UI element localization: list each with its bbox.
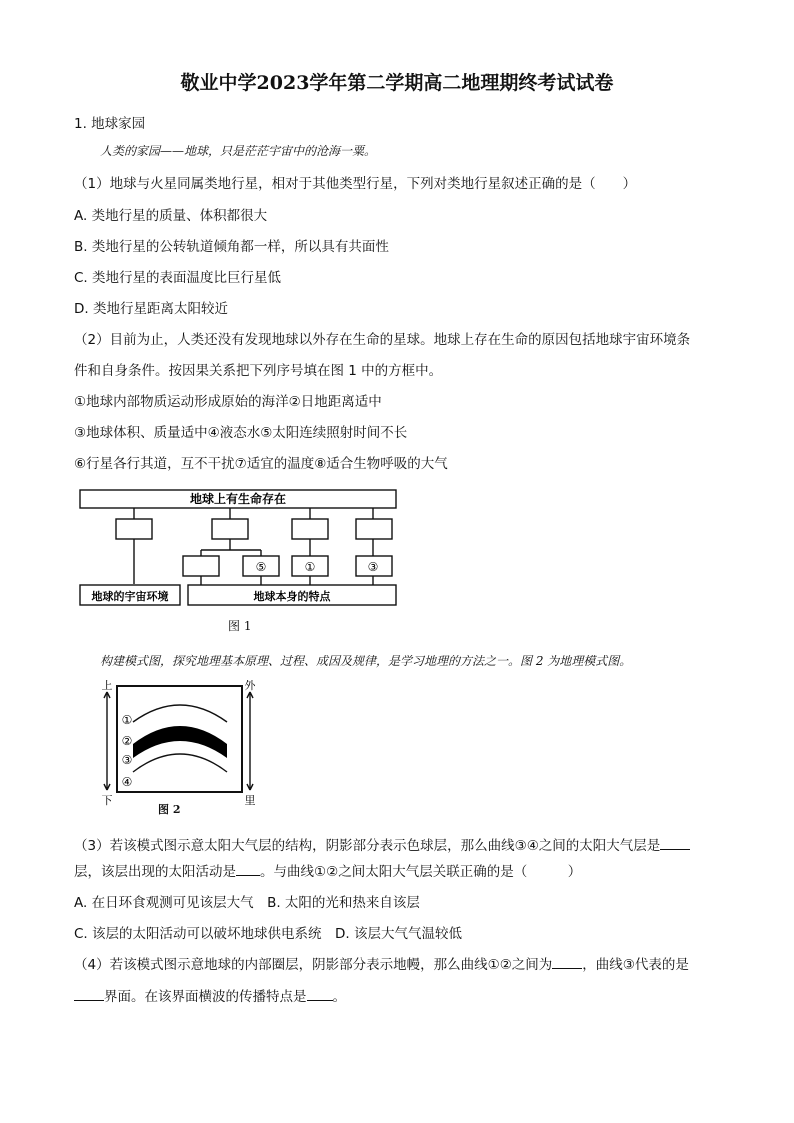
q4-blank-3[interactable] (307, 988, 333, 1001)
q3-line1 (74, 834, 690, 854)
fig2-label-2: ② (121, 734, 133, 748)
fig1-right-bottom-label: 地球本身的特点 (253, 590, 331, 603)
fig2-bottom-left: 下 (101, 794, 113, 807)
figure-1-diagram (76, 486, 400, 611)
fig2-label-1: ① (121, 713, 133, 727)
q3-options-ab[interactable]: A. 在日环食观测可见该层大气 B. 太阳的光和热来自该层 (74, 895, 420, 911)
fig1-top-label: 地球上有生命存在 (189, 492, 287, 506)
q3-blank-2[interactable] (236, 863, 260, 876)
fig1-filled-1: ⑤ (255, 560, 267, 574)
q2-items-line3: ⑥行星各行其道，互不干扰⑦适宜的温度⑧适合生物呼吸的大气 (74, 456, 448, 472)
q3-line2 (74, 860, 581, 880)
q1-option-a[interactable]: A. 类地行星的质量、体积都很大 (74, 208, 268, 224)
question-heading: 1. 地球家园 (74, 116, 146, 132)
figure-2-diagram (100, 680, 260, 815)
fig1-caption: 图 1 (228, 619, 252, 633)
q4-blank-1[interactable] (552, 956, 582, 969)
q4-blank-2[interactable] (74, 988, 104, 1001)
q3-line1-text: （3）若该模式图示意太阳大气层的结构，阴影部分表示色球层，那么曲线③④之间的太阳大气层是 (74, 838, 661, 854)
q2-items-line2: ③地球体积、质量适中④液态水⑤太阳连续照射时间不长 (74, 425, 408, 441)
fig1-blank-box-5[interactable] (183, 556, 219, 576)
q3-line2a-text: 层，该层出现的太阳活动是 (74, 864, 236, 880)
q1-stem: （1）地球与火星同属类地行星，相对于其他类型行星，下列对类地行星叙述正确的是（ ） (74, 176, 637, 192)
fig2-bottom-right: 里 (244, 794, 256, 807)
fig1-blank-box-2[interactable] (212, 519, 248, 539)
fig1-filled-3: ③ (367, 560, 379, 574)
q4-line2a-text: 界面。在该界面横波的传播特点是 (104, 989, 307, 1005)
fig1-blank-box-4[interactable] (356, 519, 392, 539)
model-intro: 构建模式图，探究地理基本原理、过程、成因及规律，是学习地理的方法之一。图 2 为地理模式图。 (100, 654, 632, 668)
fig2-top-left: 上 (101, 680, 113, 692)
fig2-label-3: ③ (121, 753, 133, 767)
q1-option-d[interactable]: D. 类地行星距离太阳较近 (74, 301, 228, 317)
fig2-shaded-layer (133, 726, 227, 758)
q4-line2 (74, 985, 346, 1005)
q3-line2b-text: 。与曲线①②之间太阳大气层关联正确的是（ ） (260, 864, 582, 880)
fig1-left-bottom-label: 地球的宇宙环境 (91, 590, 169, 603)
q4-line2b-text: 。 (332, 989, 346, 1005)
intro-text: 人类的家园——地球，只是茫茫宇宙中的沧海一粟。 (100, 144, 377, 158)
q4-line1 (74, 953, 689, 973)
fig2-label-4: ④ (121, 775, 133, 789)
fig1-blank-box-1[interactable] (116, 519, 152, 539)
q1-option-c[interactable]: C. 类地行星的表面温度比巨行星低 (74, 270, 282, 286)
q2-stem-line1: （2）目前为止，人类还没有发现地球以外存在生命的星球。地球上存在生命的原因包括地球宇宙环境条 (74, 332, 691, 348)
fig2-top-right: 外 (244, 680, 256, 692)
q3-blank-1[interactable] (660, 837, 690, 850)
fig1-filled-2: ① (304, 560, 316, 574)
q4-line1b-text: ，曲线③代表的是 (582, 957, 689, 973)
q2-items-line1: ①地球内部物质运动形成原始的海洋②日地距离适中 (74, 394, 382, 410)
q4-line1a-text: （4）若该模式图示意地球的内部圈层，阴影部分表示地幔，那么曲线①②之间为 (74, 957, 553, 973)
fig1-blank-box-3[interactable] (292, 519, 328, 539)
q1-option-b[interactable]: B. 类地行星的公转轨道倾角都一样，所以具有共面性 (74, 239, 389, 255)
fig2-curve-4 (133, 754, 227, 772)
page-title: 敬业中学2023学年第二学期高二地理期终考试试卷 (180, 72, 614, 94)
q2-stem-line2: 件和自身条件。按因果关系把下列序号填在图 1 中的方框中。 (74, 363, 443, 379)
fig2-caption: 图 2 (158, 803, 181, 816)
fig2-curve-1 (133, 705, 227, 722)
q3-options-cd[interactable]: C. 该层的太阳活动可以破坏地球供电系统 D. 该层大气气温较低 (74, 926, 462, 942)
